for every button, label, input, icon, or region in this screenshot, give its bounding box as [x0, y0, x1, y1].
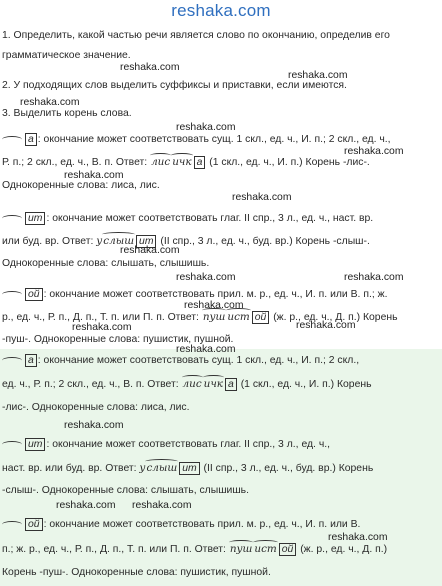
ending-symbol-icon: [2, 134, 24, 144]
answer-6-line-3: Корень -пуш-. Однокоренные слова: пушистик, пушной.: [2, 567, 271, 578]
answer-6-text: (ж. р., ед. ч., Д. п.): [297, 544, 388, 555]
answer-6-line-1: [2, 518, 360, 531]
watermark: reshaka.com: [296, 320, 356, 331]
watermark: reshaka.com: [176, 122, 236, 133]
watermark: reshaka.com: [64, 170, 124, 181]
task-line-3: 2. У подходящих слов выделить суффиксы и приставки, если имеются.: [2, 80, 347, 91]
word-suffix: ичк: [203, 378, 224, 390]
answer-5-text: наст. вр. или буд. вр. Ответ:: [2, 463, 140, 474]
word-root: слыш: [146, 462, 178, 474]
answer-6-text: : окончание может соответствовать прил. м. р., ед. ч., И. п. или В.: [43, 519, 361, 530]
answer-5-line-1: [2, 438, 330, 451]
answer-2-text: (II спр., 3 л., ед. ч., буд. вр.) Корень -слыш-.: [157, 236, 370, 247]
word-root: лис: [151, 156, 171, 168]
ending-box: ит: [25, 212, 45, 225]
watermark: reshaka.com: [344, 272, 404, 283]
watermark: reshaka.com: [120, 62, 180, 73]
answer-3-line-3: -пуш-. Однокоренные слова: пушистик, пушной.: [2, 334, 234, 345]
ending-symbol-icon: [2, 289, 24, 299]
task-line-2: грамматическое значение.: [2, 50, 131, 61]
watermark: reshaka.com: [56, 500, 116, 511]
word-root: пуш: [202, 311, 226, 323]
watermark: reshaka.com: [232, 192, 292, 203]
answer-2-line-1: [2, 212, 373, 225]
answer-3-text: р., ед. ч., Р. п., Д. п., Т. п. или П. п. Ответ:: [2, 312, 202, 323]
answer-4-line-3: -лис-. Однокоренные слова: лиса, лис.: [2, 402, 190, 413]
watermark: reshaka.com: [72, 322, 132, 333]
ending-symbol-icon: [2, 519, 24, 529]
word-suffix: ичк: [172, 156, 192, 168]
word-ending-box: ит: [179, 462, 199, 475]
word-ending-box: ой: [252, 311, 270, 324]
ending-symbol-icon: [2, 439, 24, 449]
ending-box: ой: [25, 518, 43, 531]
task-line-4: 3. Выделить корень слова.: [2, 108, 132, 119]
watermark: reshaka.com: [64, 420, 124, 431]
answer-1-text: : окончание может соответствовать сущ. 1 скл., ед. ч., И. п.; 2 скл., ед. ч.,: [37, 134, 391, 145]
task-line-1: 1. Определить, какой частью речи является слово по окончанию, определив его: [2, 30, 390, 41]
answer-3-text: : окончание может соответствовать прил. м. р., ед. ч., И. п. или В. п.; ж.: [43, 289, 388, 300]
answer-5-text: : окончание может соответствовать глаг. II спр., 3 л., ед. ч.,: [46, 439, 331, 450]
answer-2-line-3: Однокоренные слова: слышать, слышишь.: [2, 258, 210, 269]
word-ending-box: ой: [279, 543, 297, 556]
watermark: reshaka.com: [328, 532, 388, 543]
watermark: reshaka.com: [176, 344, 236, 355]
watermark: reshaka.com: [20, 97, 80, 108]
ending-box: ой: [25, 288, 43, 301]
answer-1-text: (1 скл., ед. ч., И. п.) Корень -лис-.: [206, 157, 370, 168]
watermark: reshaka.com: [288, 70, 348, 81]
word-ending-box: а: [225, 378, 237, 391]
ending-box: а: [25, 133, 37, 146]
ending-box: ит: [25, 438, 45, 451]
word-prefix: у: [96, 235, 103, 247]
ending-symbol-icon: [2, 213, 24, 223]
ending-symbol-icon: [2, 355, 24, 365]
watermark: reshaka.com: [344, 146, 404, 157]
answer-5-line-3: -слыш-. Однокоренные слова: слышать, слышишь.: [2, 485, 249, 496]
answer-1-text: Р. п.; 2 скл., ед. ч., В. п. Ответ:: [2, 157, 151, 168]
watermark: reshaka.com: [176, 272, 236, 283]
word-root: пуш: [229, 543, 253, 555]
answer-5-text: (II спр., 3 л., ед. ч., буд. вр.) Корень: [200, 463, 374, 474]
answer-6-line-2: [2, 543, 387, 556]
answer-1-line-2: [2, 156, 370, 169]
word-root: слыш: [103, 235, 135, 247]
answer-1-line-1: [2, 133, 391, 146]
answer-1-line-3: Однокоренные слова: лиса, лис.: [2, 180, 160, 191]
word-prefix: у: [139, 462, 146, 474]
answer-4-line-2: [2, 378, 372, 391]
word-suffix: ист: [227, 311, 250, 323]
answer-4-text: ед. ч., Р. п.; 2 скл., ед. ч., В. п. Ответ:: [2, 379, 182, 390]
word-ending-box: а: [194, 156, 206, 169]
answer-2-text: : окончание может соответствовать глаг. II спр., 3 л., ед. ч., наст. вр.: [46, 213, 374, 224]
word-suffix: ист: [254, 543, 277, 555]
word-ending-box: ит: [136, 235, 156, 248]
answer-6-text: п.; ж. р., ед. ч., Р. п., Д. п., Т. п. или П. п. Ответ:: [2, 544, 229, 555]
answer-4-text: : окончание может соответствовать сущ. 1 скл., ед. ч., И. п.; 2 скл.,: [37, 355, 360, 366]
answer-3-text: (ж. р., ед. ч., Д. п.) Корень: [270, 312, 398, 323]
answer-4-text: (1 скл., ед. ч., И. п.) Корень: [237, 379, 372, 390]
watermark: reshaka.com: [184, 300, 244, 311]
site-title: reshaka.com: [171, 1, 271, 20]
answer-2-line-2: [2, 235, 370, 248]
answer-2-text: или буд. вр. Ответ:: [2, 236, 97, 247]
answer-5-line-2: [2, 462, 373, 475]
watermark: reshaka.com: [120, 245, 180, 256]
answer-4-line-1: [2, 354, 359, 367]
watermark: reshaka.com: [132, 500, 192, 511]
word-root: лис: [182, 378, 202, 390]
ending-box: а: [25, 354, 37, 367]
